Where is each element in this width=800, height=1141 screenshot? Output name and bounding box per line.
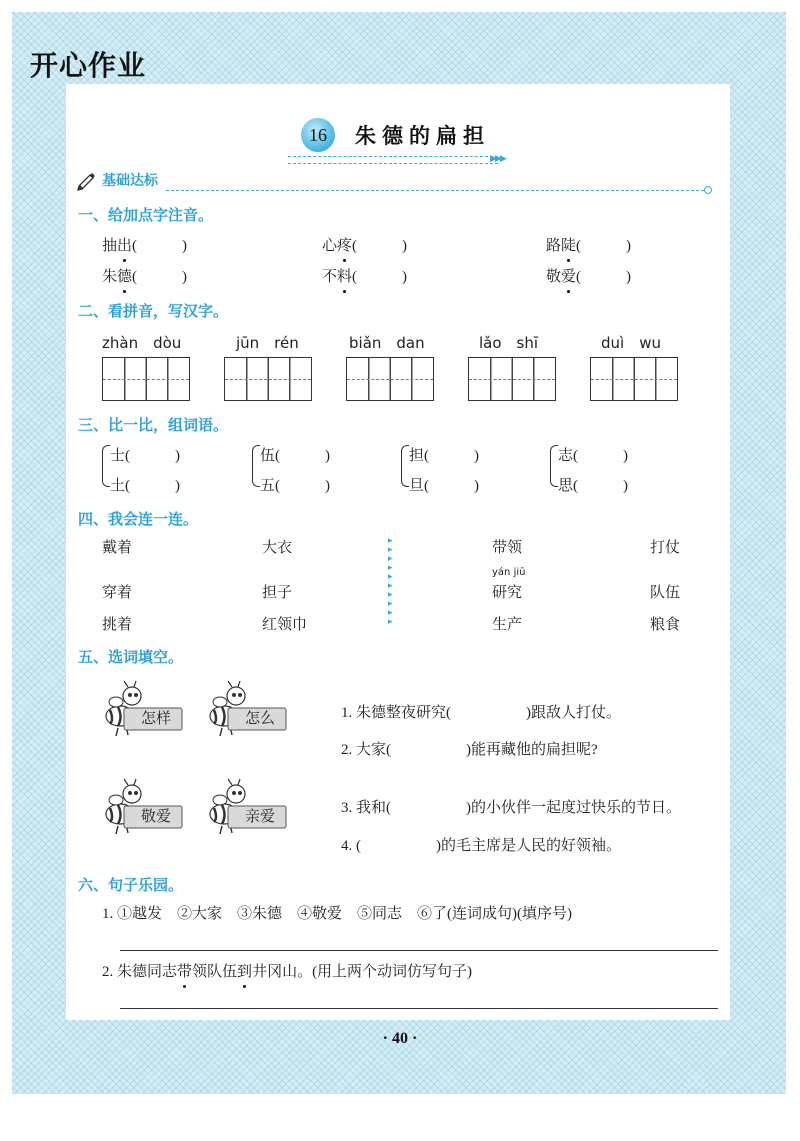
match-left-item[interactable]: 研究 (492, 585, 523, 601)
answer-blank[interactable]: ( ) (576, 238, 632, 254)
compare-word: 担( ) (409, 448, 479, 464)
page-number: · 40 · (382, 1030, 418, 1047)
phonetic-item (102, 234, 187, 255)
word-card[interactable] (100, 680, 194, 740)
writing-grid-4[interactable] (468, 357, 556, 401)
answer-blank[interactable]: ( ) (576, 269, 632, 285)
compare-word: 志( ) (558, 448, 628, 464)
word-card-label: 怎么 (244, 711, 275, 727)
writing-grid-2[interactable] (224, 357, 312, 401)
phonetic-item (546, 234, 631, 255)
brace-4 (550, 445, 558, 487)
dotted-char: 出 (117, 234, 132, 255)
basic-divider (166, 190, 704, 191)
char: 心 (322, 238, 338, 254)
title-underline (288, 156, 498, 164)
question-1: 1. ①越发 ②大家 ③朱德 ④敬爱 ⑤同志 ⑥了(连词成句)(填序号) (102, 906, 572, 922)
char: 抽 (102, 238, 118, 254)
char: 敬 (546, 269, 562, 285)
compare-word: 土( ) (110, 478, 180, 494)
basic-label-text: 基础达标 (102, 173, 158, 189)
match-left-item[interactable]: 挑着 (102, 617, 133, 633)
dotted-verb: 带 (177, 960, 192, 981)
dotted-char: 陡 (561, 234, 576, 255)
pinyin-5: duì wu (601, 334, 661, 352)
fill-sentence: 1. 朱德整夜研究( )跟敌人打仗。 (341, 705, 621, 721)
section-5-title: 五、选词填空。 (78, 648, 184, 666)
section-2-title: 二、看拼音，写汉字。 (78, 302, 229, 320)
q2-text: 井冈山。(用上两个动词仿写句子) (252, 964, 473, 980)
writing-grid-1[interactable] (102, 357, 190, 401)
brace-3 (401, 445, 409, 487)
word-card-label: 敬爱 (140, 809, 171, 825)
dotted-char: 德 (117, 265, 132, 286)
compare-word: 士( ) (110, 448, 180, 464)
section-6-title: 六、句子乐园。 (78, 876, 184, 894)
word-card[interactable] (204, 680, 298, 740)
q2-text: 领队伍 (192, 964, 238, 980)
word-card-label: 怎样 (140, 711, 171, 727)
basic-section-label (76, 169, 158, 191)
divider-end-dot (704, 186, 712, 194)
match-right-item[interactable]: 粮食 (650, 617, 681, 633)
word-card-label: 亲爱 (244, 809, 275, 825)
dotted-char: 疼 (337, 234, 352, 255)
writing-grid-5[interactable] (590, 357, 678, 401)
pencil-icon (76, 169, 98, 191)
match-left-item[interactable]: 戴着 (102, 540, 133, 556)
answer-blank[interactable]: ( ) (352, 269, 408, 285)
pinyin-4: lǎo shī (479, 334, 539, 352)
lesson-number-badge: 16 (301, 118, 335, 152)
matching-divider: ▸ ▸ ▸ ▸ ▸ ▸ ▸ ▸ ▸ ▸ (388, 536, 393, 627)
section-1-title: 一、给加点字注音。 (78, 206, 214, 224)
answer-line-2[interactable] (120, 1008, 718, 1009)
section-4-title: 四、我会连一连。 (78, 510, 199, 528)
pinyin-3: biǎn dan (349, 334, 425, 352)
pinyin-2: jūn rén (236, 334, 299, 352)
brace-2 (252, 445, 260, 487)
compare-word: 思( ) (558, 478, 628, 494)
match-right-item[interactable]: 担子 (262, 585, 293, 601)
question-2 (102, 960, 472, 981)
match-right-item[interactable]: 大衣 (262, 540, 293, 556)
word-card[interactable] (204, 778, 298, 838)
dotted-char: 爱 (561, 265, 576, 286)
writing-grid-3[interactable] (346, 357, 434, 401)
section-3-title: 三、比一比，组词语。 (78, 416, 229, 434)
brace-1 (102, 445, 110, 487)
compare-word: 五( ) (260, 478, 330, 494)
answer-blank[interactable]: ( ) (352, 238, 408, 254)
fill-sentence: 4. ( )的毛主席是人民的好领袖。 (341, 838, 621, 854)
answer-blank[interactable]: ( ) (132, 238, 188, 254)
phonetic-item (546, 265, 631, 286)
pinyin-1: zhàn dòu (102, 334, 182, 352)
header-title: 开心作业 (30, 49, 147, 82)
fill-sentence: 3. 我和( )的小伙伴一起度过快乐的节日。 (341, 800, 681, 816)
worksheet (66, 84, 730, 1020)
char: 路 (546, 238, 562, 254)
lesson-heading (301, 117, 490, 153)
match-left-item[interactable]: 生产 (492, 617, 523, 633)
dotted-verb: 到 (237, 960, 252, 981)
compare-word: 伍( ) (260, 448, 330, 464)
phonetic-item (322, 265, 407, 286)
pinyin-annotation: yán jiū (492, 567, 526, 578)
match-left-item[interactable]: 带领 (492, 540, 523, 556)
fill-sentence: 2. 大家( )能再藏他的扁担呢? (341, 742, 598, 758)
answer-blank[interactable]: ( ) (132, 269, 188, 285)
word-card[interactable] (100, 778, 194, 838)
match-right-item[interactable]: 打仗 (650, 540, 681, 556)
char: 不 (322, 269, 338, 285)
phonetic-item (322, 234, 407, 255)
match-right-item[interactable]: 红领巾 (262, 617, 308, 633)
q2-text: 2. 朱德同志 (102, 964, 178, 980)
phonetic-item (102, 265, 187, 286)
char: 朱 (102, 269, 118, 285)
answer-line-1[interactable] (120, 950, 718, 951)
compare-word: 旦( ) (409, 478, 479, 494)
dotted-char: 料 (337, 265, 352, 286)
lesson-title: 朱德的扁担 (355, 124, 490, 148)
match-left-item[interactable]: 穿着 (102, 585, 133, 601)
match-right-item[interactable]: 队伍 (650, 585, 681, 601)
chevrons-right-icon: ▶▶▶ (490, 154, 505, 164)
